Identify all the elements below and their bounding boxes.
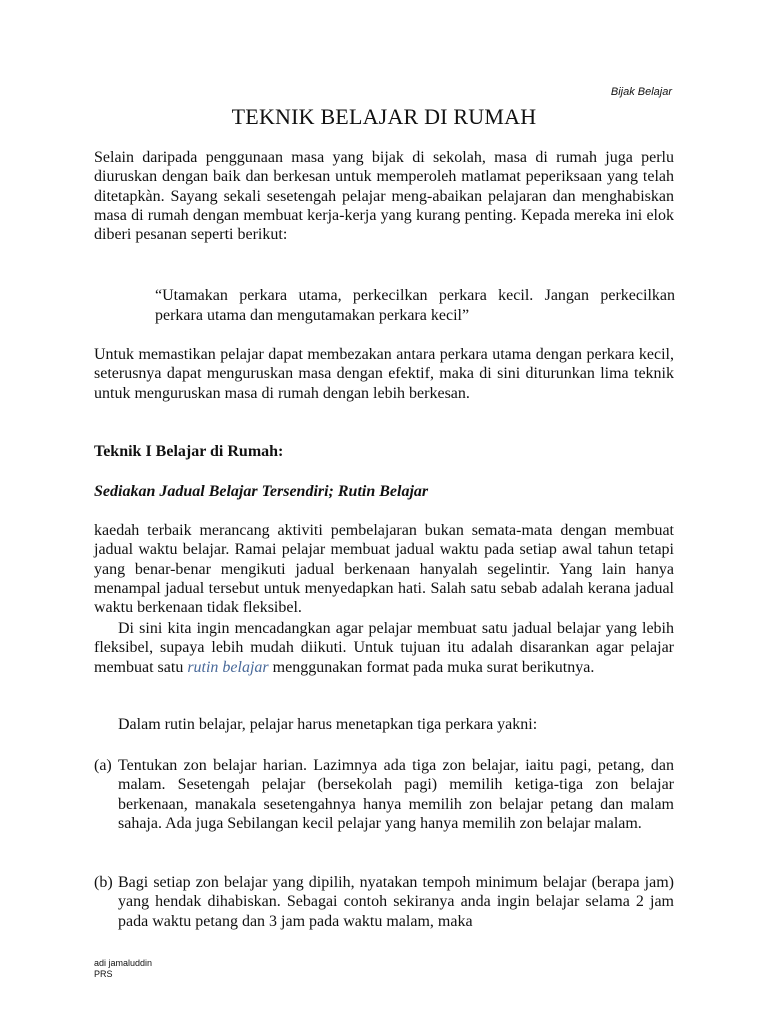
footer-code: PRS: [94, 969, 113, 979]
footer: [94, 958, 152, 980]
fourth-paragraph: [94, 619, 674, 677]
highlight-rutin-belajar: rutin belajar: [187, 658, 269, 676]
section-heading: Teknik I Belajar di Rumah:: [94, 443, 284, 460]
list-item: [94, 873, 674, 931]
list-item: [94, 756, 674, 834]
list-marker: (a): [94, 757, 112, 774]
list-item-text: Bagi setiap zon belajar yang dipilih, nyatakan tempoh minimum belajar (berapa jam) yang hendak dihabiskan. Sebagai contoh sekiranya anda ingin belajar selama 2 jam pada waktu petang dan 3 jam pada waktu malam, maka: [118, 874, 674, 930]
second-paragraph: Untuk memastikan pelajar dapat membezakan antara perkara utama dengan perkara kecil, seterusnya dapat menguruskan masa dengan efektif, maka di sini diturunkan lima teknik untuk menguruskan masa di rumah dengan lebih berkesan.: [94, 346, 674, 402]
list-marker: (b): [94, 874, 113, 891]
third-paragraph: kaedah terbaik merancang aktiviti pembelajaran bukan semata-mata dengan membuat jadual waktu belajar. Ramai pelajar membuat jadual waktu pada setiap awal tahun tetapi yang benar-benar mengikuti jadual berkenaan hanyalah segelintir. Yang lain hanya menampal jadual tersebut untuk menyedapkan hati. Salah satu sebab adalah kerana jadual waktu berkenaan tidak fleksibel.: [94, 522, 674, 617]
intro-paragraph: Selain daripada penggunaan masa yang bijak di sekolah, masa di rumah juga perlu diuruskan dengan baik dan berkesan untuk memperoleh matlamat peperiksaan yang telah ditetapkàn. Sayang sekali sesetengah pelajar meng-abaikan pelajaran dan menghabiskan masa di rumah dengan membuat kerja-kerja yang kurang penting. Kepada mereka ini elok diberi pesanan seperti berikut:: [94, 149, 674, 244]
fourth-paragraph-before: Di sini kita ingin mencadangkan agar pelajar membuat satu jadual belajar yang lebih fleksibel, supaya lebih mudah diikuti. Untuk tujuan itu adalah disarankan agar pelajar membuat satu: [94, 620, 674, 676]
quote-block: “Utamakan perkara utama, perkecilkan perkara kecil. Jangan perkecilkan perkara utama dan mengutamakan perkara kecil”: [155, 287, 675, 324]
list-item-text: Tentukan zon belajar harian. Lazimnya ada tiga zon belajar, iaitu pagi, petang, dan malam. Sesetengah pelajar (bersekolah pagi) memilih ketiga-tiga zon belajar berkenaan, manakala sesetengahnya hanya memilih zon belajar petang dan malam sahaja. Ada juga Sebilangan kecil pelajar yang hanya memilih zon belajar malam.: [118, 757, 674, 833]
fourth-paragraph-after: menggunakan format pada muka surat berikutnya.: [268, 658, 595, 676]
footer-author: adi jamaluddin: [94, 958, 153, 968]
subsection-heading: Sediakan Jadual Belajar Tersendiri; Rutin Belajar: [94, 483, 429, 500]
fifth-paragraph: Dalam rutin belajar, pelajar harus menetapkan tiga perkara yakni:: [118, 716, 538, 733]
page-title: TEKNIK BELAJAR DI RUMAH: [231, 104, 537, 129]
running-head: Bijak Belajar: [610, 86, 672, 98]
